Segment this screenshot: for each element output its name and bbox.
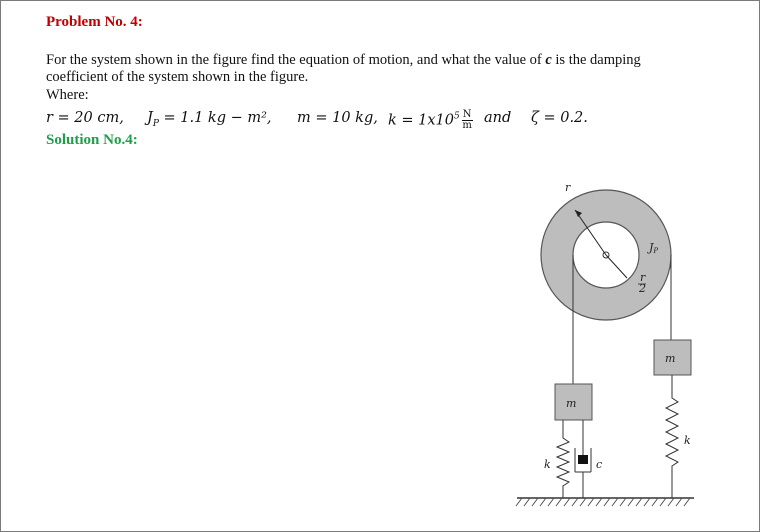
k-unit-fraction: $\frac{N}{m}$ [462,109,472,131]
label-c: c [596,458,603,471]
label-k-left: k [544,458,551,471]
spring-left [557,420,569,498]
pulley [541,190,671,320]
given-m: m = 10 kg, [297,110,378,126]
statement-part2: is the damping coefficient of the system shown in the figure. [46,52,641,85]
solution-label: Solution No.4: [46,132,138,148]
given-r: r = 20 cm, [46,110,124,126]
statement-part1: For the system shown in the figure find the equation of motion, and what the value of [46,52,546,68]
statement-var: c [545,52,552,68]
where-label: Where: [46,87,89,103]
label-r2-den: 2 [639,282,646,295]
given-k: $k = 1x10^5$ $\frac{N}{m}$ [388,109,472,131]
given-and: and [484,110,512,126]
label-r: r [565,181,571,194]
given-jp: $J_P = 1.1$ kg − m², [147,110,272,129]
ground [516,498,694,506]
label-jp: JP [649,241,659,255]
label-mass-right: m [665,352,676,365]
spring-right [666,375,678,498]
problem-title: Problem No. 4: [46,14,143,30]
given-zeta: ζ = 0.2. [531,110,588,126]
damper [575,420,591,498]
label-k-right: k [684,434,691,447]
label-r2-num: r [640,271,646,284]
label-mass-left: m [566,397,577,410]
